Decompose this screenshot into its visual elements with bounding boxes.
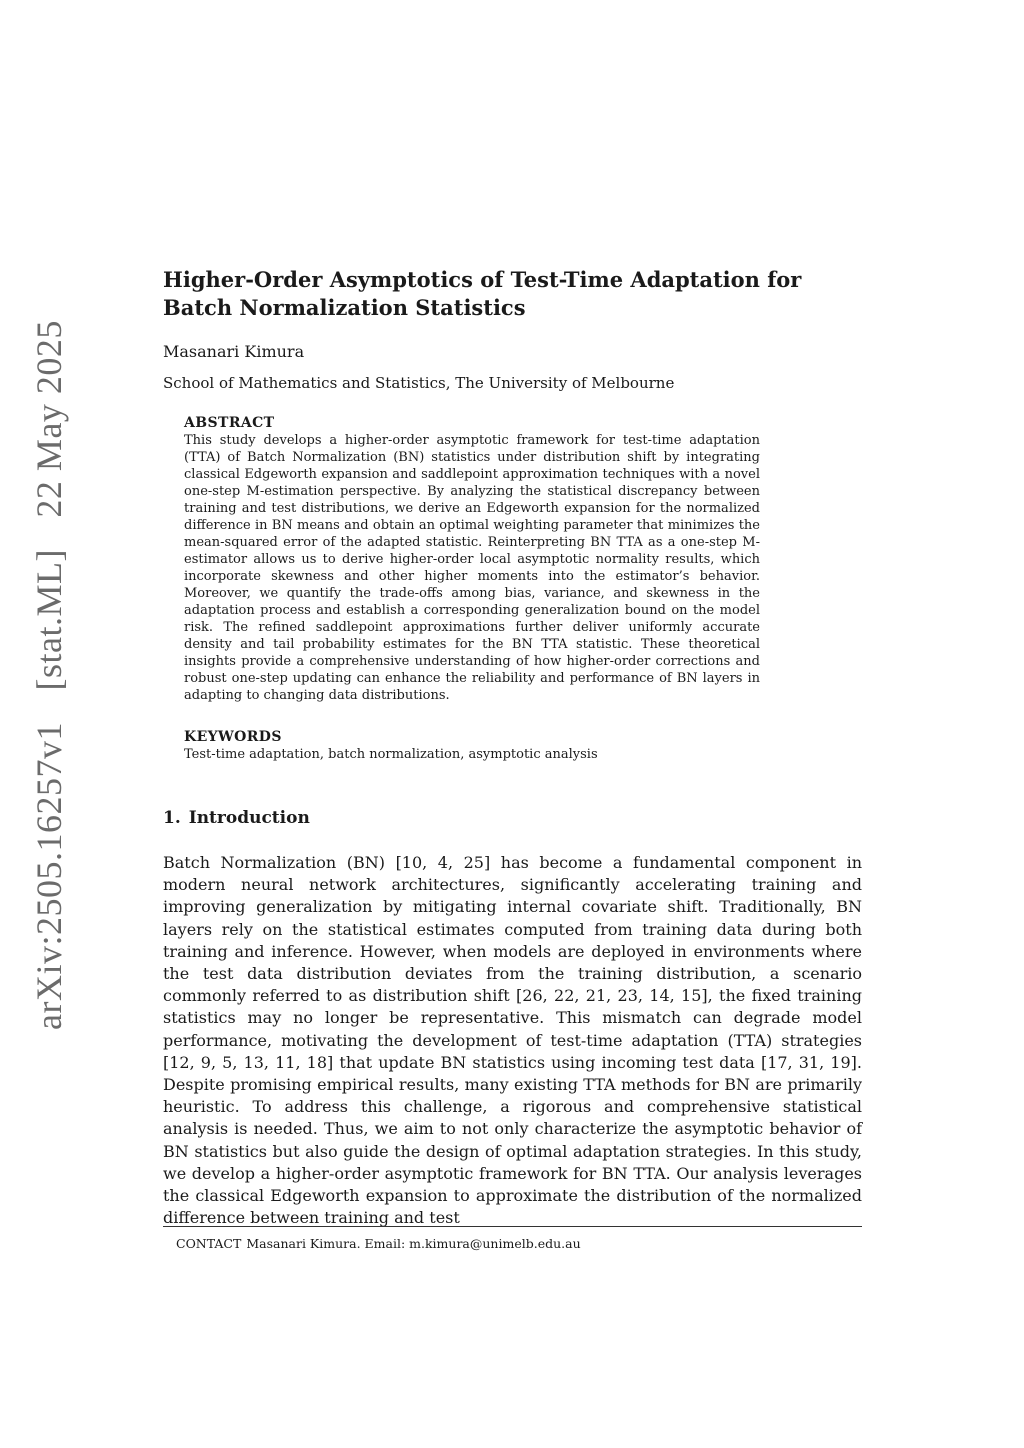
introduction-heading xyxy=(163,808,310,828)
keywords-text: Test-time adaptation, batch normalization, asymptotic analysis xyxy=(184,747,598,762)
footnote-divider xyxy=(163,1226,862,1227)
paper-title-line-2: Batch Normalization Statistics xyxy=(163,295,526,320)
abstract-heading: ABSTRACT xyxy=(184,415,275,431)
contact-footnote xyxy=(176,1236,581,1251)
keywords-section xyxy=(184,728,760,763)
footnote-label: CONTACT xyxy=(176,1236,242,1251)
paper-title xyxy=(163,266,863,322)
abstract-text: This study develops a higher-order asymptotic framework for test-time adaptation (TTA) of Batch Normalization (BN) statistics under distribution shift by integrating classical Edgeworth expansion and saddlepoint approximation techniques with a novel one-step M-estimation perspective. By analyzing the statistical discrepancy between training and test distributions, we derive an Edgeworth expansion for the normalized difference in BN means and obtain an optimal weighting parameter that minimizes the mean-squared error of the adapted statistic. Reinterpreting BN TTA as a one-step M-estimator allows us to derive higher-order local asymptotic normality results, which incorporate skewness and other higher moments into the estimator’s behavior. Moreover, we quantify the trade-offs among bias, variance, and skewness in the adaptation process and establish a corresponding generalization bound on the model risk. The refined saddlepoint approximations further deliver uniformly accurate density and tail probability estimates for the BN TTA statistic. These theoretical insights provide a comprehensive understanding of how higher-order corrections and robust one-step updating can enhance the reliability and performance of BN layers in adapting to changing data distributions. xyxy=(184,433,760,703)
section-number: 1. xyxy=(163,808,181,828)
arxiv-identifier: arXiv:2505.16257v1 xyxy=(29,722,69,1030)
abstract-section xyxy=(184,414,760,704)
introduction-paragraph: Batch Normalization (BN) [10, 4, 25] has become a fundamental component in modern neural network architectures, significantly accelerating training and improving generalization by mitigating internal covariate shift. Traditionally, BN layers rely on the statistical estimates computed from training data during both training and inference. However, when models are deployed in environments where the test data distribution deviates from the training distribution, a scenario commonly referred to as distribution shift [26, 22, 21, 23, 14, 15], the fixed training statistics may no longer be representative. This mismatch can degrade model performance, motivating the development of test-time adaptation (TTA) strategies [12, 9, 5, 13, 11, 18] that update BN statistics using incoming test data [17, 31, 19]. Despite promising empirical results, many existing TTA methods for BN are primarily heuristic. To address this challenge, a rigorous and comprehensive statistical analysis is needed. Thus, we aim to not only characterize the asymptotic behavior of BN statistics but also guide the design of optimal adaptation strategies. In this study, we develop a higher-order asymptotic framework for BN TTA. Our analysis leverages the classical Edgeworth expansion to approximate the distribution of the normalized difference between training and test xyxy=(163,853,862,1228)
keywords-heading: KEYWORDS xyxy=(184,729,282,745)
arxiv-category: [stat.ML] xyxy=(29,549,69,691)
paper-title-line-1: Higher-Order Asymptotics of Test-Time Adaptation for xyxy=(163,267,802,292)
arxiv-date: 22 May 2025 xyxy=(29,320,69,518)
author-name: Masanari Kimura xyxy=(163,342,305,361)
arxiv-stamp xyxy=(28,298,70,1030)
section-title: Introduction xyxy=(188,808,310,828)
footnote-text: Masanari Kimura. Email: m.kimura@unimelb.edu.au xyxy=(246,1236,581,1251)
author-affiliation: School of Mathematics and Statistics, The University of Melbourne xyxy=(163,374,675,392)
